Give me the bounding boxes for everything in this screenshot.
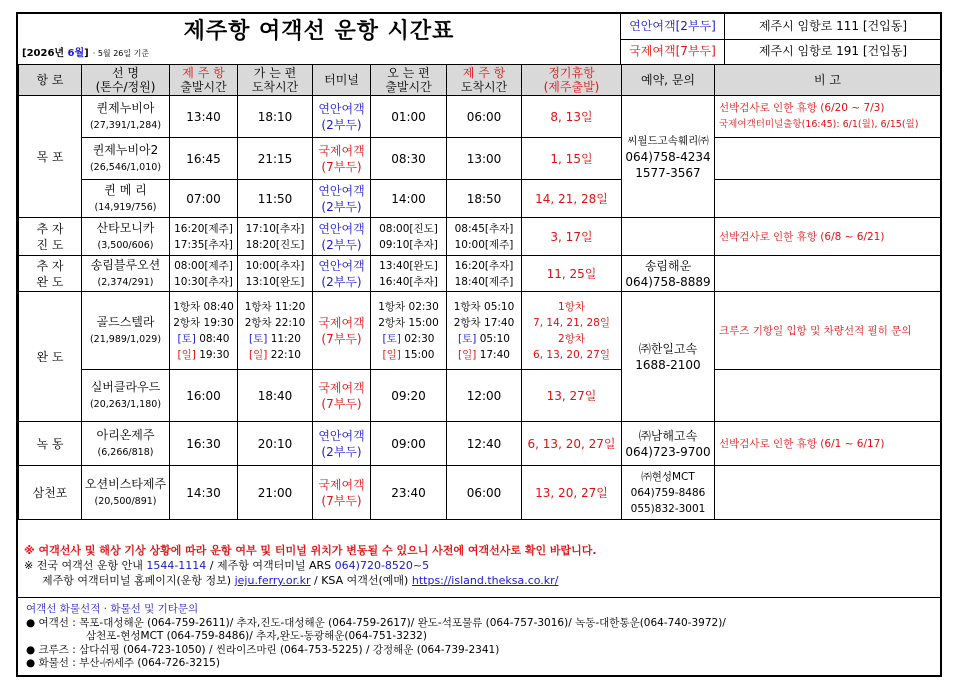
arr-time: 21:00	[238, 466, 313, 520]
ship-name: 송림블루오션 (2,374/291)	[82, 256, 170, 292]
table-row	[19, 218, 941, 256]
schedule-table	[18, 64, 941, 520]
ret-dep-time: 09:20	[371, 370, 447, 422]
terminal-cell: 연안여객 (2부두)	[313, 96, 371, 138]
dep-time: 16:45	[170, 138, 238, 180]
ret-dep-time: 1항차 02:30 2항차 15:00 [토] 02:30 [일] 15:00	[371, 292, 447, 370]
warning-text: ※ 여객선사 및 해상 기상 상황에 따라 운항 여부 및 터미널 위치가 변동될 수 있으니 사전에 여객선사로 확인 바랍니다.	[24, 544, 597, 557]
col-contact: 예약, 문의	[622, 65, 715, 96]
closed-days: 6, 13, 20, 27일	[522, 422, 622, 466]
ret-arr-time: 16:20[추자] 18:40[제주]	[447, 256, 522, 292]
closed-days: 8, 13일	[522, 96, 622, 138]
ret-dep-time: 14:00	[371, 180, 447, 218]
closed-days: 11, 25일	[522, 256, 622, 292]
table-row	[19, 138, 941, 180]
terminal-address-international: 국제여객[7부두] 제주시 임항로 191 [건입동]	[620, 39, 941, 64]
dep-time: 14:30	[170, 466, 238, 520]
ship-name: 퀸 메 리 (14,919/756)	[82, 180, 170, 218]
route-mokpo: 목 포	[19, 96, 82, 218]
table-header-row	[19, 65, 941, 96]
col-closed: 정기휴항 (제주출발)	[522, 65, 622, 96]
remarks-cell	[715, 180, 941, 218]
table-row	[19, 422, 941, 466]
contact-cell: ㈜한일고속 1688-2100	[622, 292, 715, 422]
terminal-cell: 연안여객 (2부두)	[313, 218, 371, 256]
contact-cell: 씨월드고속훼리㈜ 064)758-4234 1577-3567	[622, 96, 715, 218]
col-ship: 선 명 (톤수/정원)	[82, 65, 170, 96]
table-row	[19, 466, 941, 520]
ship-name: 오션비스타제주 (20,500/891)	[82, 466, 170, 520]
ret-arr-time: 13:00	[447, 138, 522, 180]
terminal-address-coastal: 연안여객[2부두] 제주시 임항로 111 [건입동]	[620, 14, 941, 40]
page-title: 제주항 여객선 운항 시간표	[183, 19, 455, 44]
remarks-cell: 크루즈 기항일 입항 및 차량선적 필히 문의	[715, 292, 941, 370]
arr-time: 20:10	[238, 422, 313, 466]
cargo-line: ● 화물선 : 부산-㈜세주 (064-726-3215)	[26, 657, 220, 669]
col-remarks: 비 고	[715, 65, 941, 96]
ship-name: 산타모니카 (3,500/606)	[82, 218, 170, 256]
col-route: 항 로	[19, 65, 82, 96]
cargo-title: 여객선 화물선적 · 화물선 및 기타문의	[26, 603, 199, 615]
remarks-cell: 선박검사로 인한 휴항 (6/20 ~ 7/3) 국제여객터미널출항(16:45): 6/1(월), 6/15(월)	[715, 96, 941, 138]
terminal-cell: 국제여객 (7부두)	[313, 138, 371, 180]
remarks-cell	[715, 370, 941, 422]
ship-name: 아리온제주 (6,266/818)	[82, 422, 170, 466]
ret-dep-time: 13:40[완도] 16:40[추자]	[371, 256, 447, 292]
table-row	[19, 180, 941, 218]
arr-time: 11:50	[238, 180, 313, 218]
arr-time: 10:00[추자] 13:10[완도]	[238, 256, 313, 292]
ret-dep-time: 23:40	[371, 466, 447, 520]
contact-cell: ㈜현성MCT 064)759-8486 055)832-3001	[622, 466, 715, 520]
terminal-cell: 연안여객 (2부두)	[313, 180, 371, 218]
ship-name: 골드스텔라 (21,989/1,029)	[82, 292, 170, 370]
ret-dep-time: 08:00[진도] 09:10[추자]	[371, 218, 447, 256]
remarks-cell	[715, 466, 941, 520]
remarks-cell	[715, 256, 941, 292]
ret-dep-time: 01:00	[371, 96, 447, 138]
ship-name: 퀸제누비아 (27,391/1,284)	[82, 96, 170, 138]
route-chuja-jindo: 추 자 진 도	[19, 218, 82, 256]
col-arr-jeju: 제 주 항 도착시간	[447, 65, 522, 96]
ferry-site-link[interactable]: jeju.ferry.or.kr	[234, 574, 311, 587]
cargo-info	[18, 598, 940, 671]
as-of-date: [2026년 6월] · 5월 26일 기준	[22, 48, 150, 59]
info-line: ※ 전국 여객선 운항 안내 1544-1114 / 제주항 여객터미널 ARS 064)720-8520~5	[24, 559, 430, 572]
header	[18, 14, 940, 64]
ret-dep-time: 09:00	[371, 422, 447, 466]
remarks-cell: 선박검사로 인한 휴항 (6/1 ~ 6/17)	[715, 422, 941, 466]
route-nokdong: 녹 동	[19, 422, 82, 466]
timetable-sheet	[16, 12, 942, 677]
table-row	[19, 256, 941, 292]
terminal-cell: 연안여객 (2부두)	[313, 422, 371, 466]
dep-time: 16:20[제주] 17:35[추자]	[170, 218, 238, 256]
ret-arr-time: 12:00	[447, 370, 522, 422]
col-dep-jeju: 제 주 항 출발시간	[170, 65, 238, 96]
arr-time: 21:15	[238, 138, 313, 180]
arr-time: 18:10	[238, 96, 313, 138]
ship-name: 실버클라우드 (20,263/1,180)	[82, 370, 170, 422]
closed-days: 1, 15일	[522, 138, 622, 180]
remarks-cell	[715, 138, 941, 180]
closed-days: 3, 17일	[522, 218, 622, 256]
footer-notes	[18, 540, 940, 598]
cargo-line: ● 여객선 : 목포-대성해운 (064-759-2611)/ 추자,진도-대성해운 (064-759-2617)/ 완도-석포물류 (064-757-3016)/ 녹동-대한통운(064-740-3972)/	[26, 616, 726, 629]
web-line: 제주항 여객터미널 홈페이지(운항 정보) jeju.ferry.or.kr / KSA 여객선(예매) https://island.theksa.co.kr/	[42, 574, 559, 587]
ship-name: 퀸제누비아2 (26,546/1,010)	[82, 138, 170, 180]
contact-cell: 송림해운 064)758-8889	[622, 256, 715, 292]
route-samcheonpo: 삼천포	[19, 466, 82, 520]
ret-arr-time: 08:45[추자] 10:00[제주]	[447, 218, 522, 256]
ret-arr-time: 18:50	[447, 180, 522, 218]
terminal-cell: 국제여객 (7부두)	[313, 370, 371, 422]
remarks-cell: 선박검사로 인한 휴항 (6/8 ~ 6/21)	[715, 218, 941, 256]
contact-cell: ㈜남해고속 064)723-9700	[622, 422, 715, 466]
ret-arr-time: 06:00	[447, 466, 522, 520]
col-terminal: 터미널	[313, 65, 371, 96]
terminal-cell: 연안여객 (2부두)	[313, 256, 371, 292]
table-row	[19, 96, 941, 138]
arr-time: 18:40	[238, 370, 313, 422]
closed-days: 13, 20, 27일	[522, 466, 622, 520]
terminal-cell: 국제여객 (7부두)	[313, 466, 371, 520]
closed-days: 13, 27일	[522, 370, 622, 422]
ret-arr-time: 12:40	[447, 422, 522, 466]
dep-time: 1항차 08:40 2항차 19:30 [토] 08:40 [일] 19:30	[170, 292, 238, 370]
arr-time: 17:10[추자] 18:20[진도]	[238, 218, 313, 256]
dep-time: 16:30	[170, 422, 238, 466]
table-row	[19, 370, 941, 422]
ret-dep-time: 08:30	[371, 138, 447, 180]
table-row	[19, 292, 941, 370]
col-dep-return: 오 는 편 출발시간	[371, 65, 447, 96]
arr-time: 1항차 11:20 2항차 22:10 [토] 11:20 [일] 22:10	[238, 292, 313, 370]
closed-days: 1항차 7, 14, 21, 28일 2항차 6, 13, 20, 27일	[522, 292, 622, 370]
cargo-line: ● 크루즈 : 삼다쉬핑 (064-723-1050) / 씬라이즈마린 (064-753-5225) / 강정해운 (064-739-2341)	[26, 643, 500, 656]
ksa-site-link[interactable]: https://island.theksa.co.kr/	[411, 574, 559, 587]
terminal-cell: 국제여객 (7부두)	[313, 292, 371, 370]
contact-cell	[622, 218, 715, 256]
route-wando: 완 도	[19, 292, 82, 422]
dep-time: 07:00	[170, 180, 238, 218]
dep-time: 16:00	[170, 370, 238, 422]
dep-time: 08:00[제주] 10:30[추자]	[170, 256, 238, 292]
col-arr-dest: 가 는 편 도착시간	[238, 65, 313, 96]
dep-time: 13:40	[170, 96, 238, 138]
ret-arr-time: 1항차 05:10 2항차 17:40 [토] 05:10 [일] 17:40	[447, 292, 522, 370]
closed-days: 14, 21, 28일	[522, 180, 622, 218]
ret-arr-time: 06:00	[447, 96, 522, 138]
cargo-line: 삼천포-현성MCT (064-759-8486)/ 추자,완도-동광해운(064-751-3232)	[86, 630, 427, 642]
route-chuja-wando: 추 자 완 도	[19, 256, 82, 292]
